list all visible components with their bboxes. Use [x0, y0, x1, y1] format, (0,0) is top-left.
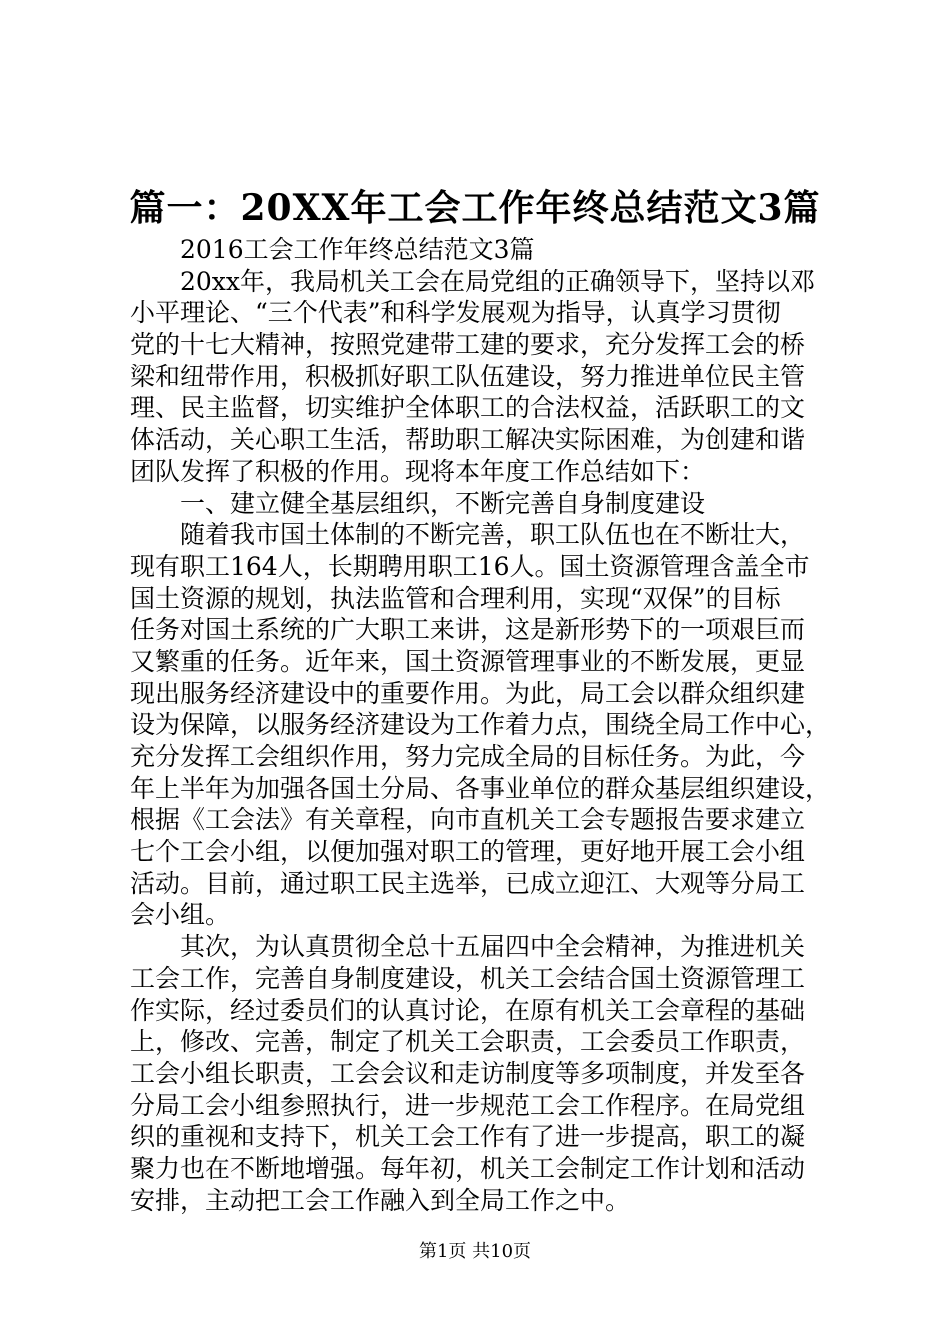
body-line: 安排，主动把工会工作融入到全局工作之中。 — [130, 1185, 631, 1215]
body-line: 随着我市国土体制的不断完善，职工队伍也在不断壮大， — [130, 520, 806, 550]
body-line: 20xx年，我局机关工会在局党组的正确领导下，坚持以邓 — [130, 266, 816, 296]
body-line: 分局工会小组参照执行，进一步规范工会工作程序。在局党组 — [130, 1090, 806, 1120]
document-title: 篇一：20XX年工会工作年终总结范文3篇 — [129, 187, 821, 229]
body-line: 党的十七大精神，按照党建带工建的要求，充分发挥工会的桥 — [130, 330, 806, 360]
body-line: 理、民主监督，切实维护全体职工的合法权益，活跃职工的文 — [130, 393, 806, 423]
body-line: 织的重视和支持下，机关工会工作有了进一步提高，职工的凝 — [130, 1122, 806, 1152]
body-line: 现有职工164人，长期聘用职工16人。国土资源管理含盖全市 — [130, 551, 810, 581]
body-line: 体活动，关心职工生活，帮助职工解决实际困难，为创建和谐 — [130, 425, 806, 455]
body-line: 工会工作，完善自身制度建设，机关工会结合国土资源管理工 — [130, 963, 806, 993]
body-line: 梁和纽带作用，积极抓好职工队伍建设，努力推进单位民主管 — [130, 361, 806, 391]
body-line: 根据《工会法》有关章程，向市直机关工会专题报告要求建立 — [130, 805, 806, 835]
body-line: 年上半年为加强各国土分局、各事业单位的群众基层组织建设， — [130, 773, 831, 803]
body-line: 充分发挥工会组织作用，努力完成全局的目标任务。为此，今 — [130, 742, 806, 771]
body-line: 工会小组长职责，工会会议和走访制度等多项制度，并发至各 — [130, 1058, 806, 1088]
body-line: 作实际，经过委员们的认真讨论，在原有机关工会章程的基础 — [130, 995, 806, 1025]
body-line: 上，修改、完善，制定了机关工会职责，工会委员工作职责， — [130, 1027, 806, 1057]
body-line: 活动。目前，通过职工民主选举，已成立迎江、大观等分局工 — [130, 868, 806, 898]
body-line: 现出服务经济建设中的重要作用。为此，局工会以群众组织建 — [130, 678, 806, 708]
body-line: 七个工会小组，以便加强对职工的管理，更好地开展工会小组 — [130, 837, 806, 867]
body-line: 设为保障，以服务经济建设为工作着力点，围绕全局工作中心， — [130, 710, 831, 740]
body-line: 会小组。 — [130, 900, 231, 930]
body-line: 聚力也在不断地增强。每年初，机关工会制定工作计划和活动 — [130, 1153, 806, 1183]
body-line: 又繁重的任务。近年来，国土资源管理事业的不断发展，更显 — [130, 646, 806, 676]
body-line: 团队发挥了积极的作用。现将本年度工作总结如下： — [130, 456, 706, 486]
page-number: 第1页 共10页 — [418, 1241, 532, 1262]
body-line: 其次，为认真贯彻全总十五届四中全会精神，为推进机关 — [130, 932, 806, 962]
body-line: 2016工会工作年终总结范文3篇 — [130, 235, 535, 264]
document-body — [130, 234, 830, 1216]
body-line: 任务对国土系统的广大职工来讲，这是新形势下的一项艰巨而 — [130, 615, 806, 645]
body-line: 国土资源的规划，执法监管和合理利用，实现“双保”的目标 — [130, 583, 781, 613]
section-heading: 一、建立健全基层组织，不断完善自身制度建设 — [130, 488, 706, 518]
body-line: 小平理论、“三个代表”和科学发展观为指导，认真学习贯彻 — [130, 298, 781, 328]
